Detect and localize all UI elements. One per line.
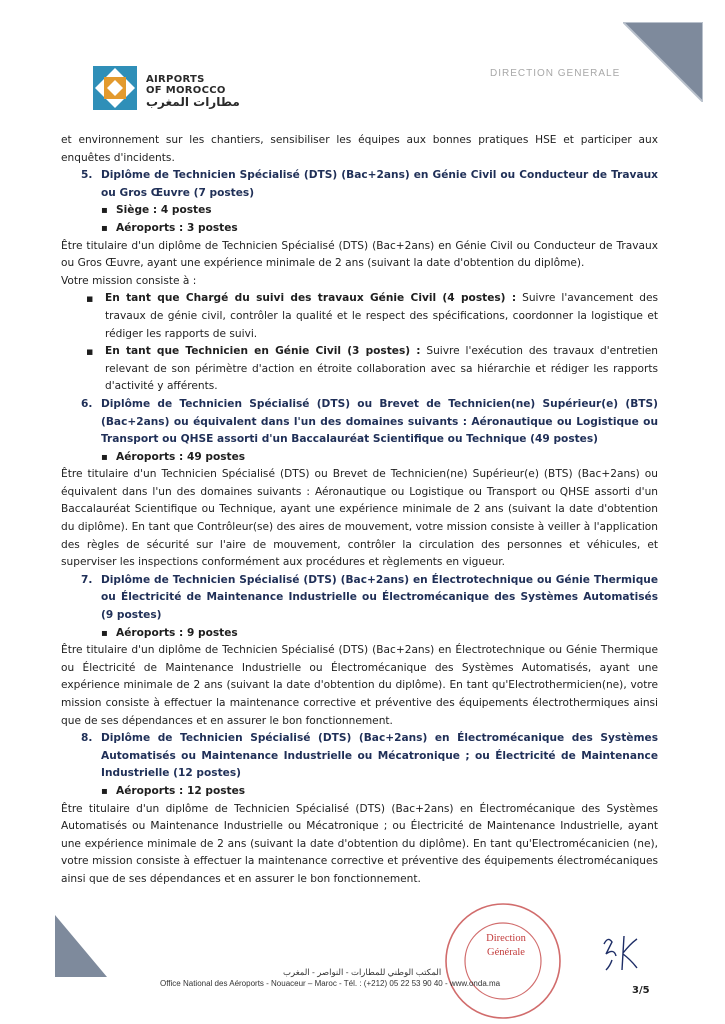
- stamp-label: [476, 932, 536, 960]
- department-label: DIRECTION GENERALE: [490, 68, 621, 79]
- intro-paragraph: et environnement sur les chantiers, sensibiliser les équipes aux bonnes pratiques HSE et participer aux enquêtes d'incidents.: [61, 134, 658, 164]
- section-number: 8.: [81, 732, 93, 745]
- page-footer: [160, 967, 620, 988]
- stamp-line-1: Direction: [486, 933, 526, 944]
- mission-bullet: [61, 343, 658, 396]
- section-heading-8: [61, 730, 658, 783]
- airports-of-morocco-logo: [93, 66, 137, 110]
- section-paragraph: Être titulaire d'un diplôme de Technicien Spécialisé (DTS) (Bac+2ans) en Génie Civil ou Conducteur de Travaux ou Gros Œuvre, ayant une expérience minimale de 2 ans (suivant la date d'obtention du diplôme).: [61, 239, 658, 270]
- section-title: Diplôme de Technicien Spécialisé (DTS) (Bac+2ans) en Électrotechnique ou Génie Thermique ou Électricité de Maintenance Industrielle ou Électromécanique des Systèmes Automatisés (9 postes): [101, 573, 658, 622]
- section-paragraph: Être titulaire d'un diplôme de Technicien Spécialisé (DTS) (Bac+2ans) en Électromécanique des Systèmes Automatisés ou Maintenance Industrielle ou Mécatronique ; ou Électricité de Maintenance Industrielle, ayant une expérience minimale de 2 ans (suivant la date d'obtention du diplôme). En tant qu'Electromécanicien (ne), votre mission consiste à effectuer la maintenance corrective et préventive des équipements électromécaniques ainsi que de ses dépendances et en assurer le bon fonctionnement.: [61, 802, 658, 885]
- stamp-line-2: Générale: [487, 947, 525, 958]
- section-heading-7: [61, 572, 658, 625]
- section-heading-6: [61, 396, 658, 449]
- posts-bullet: ▪ Aéroports : 12 postes: [61, 783, 658, 801]
- section-number: 5.: [81, 169, 93, 182]
- posts-bullet: ▪ Siège : 4 postes: [61, 202, 658, 220]
- official-stamp: [442, 900, 564, 1022]
- document-body: [61, 132, 658, 889]
- corner-triangle-decoration: [623, 22, 703, 102]
- logo-line-2: OF MOROCCO: [146, 85, 226, 96]
- section-title: Diplôme de Technicien Spécialisé (DTS) ou Brevet de Technicien(ne) Supérieur(e) (BTS) (Bac+2ans) ou équivalent dans l'un des domaines suivants : Aéronautique ou Logistique ou Transport ou QHSE assorti d'un Baccalauréat Scientifique ou Technique (49 postes): [101, 397, 658, 446]
- posts-bullet: ▪ Aéroports : 9 postes: [61, 625, 658, 643]
- footer-arabic: المكتب الوطني للمطارات - النواصر - المغرب: [283, 967, 442, 977]
- section-number: 7.: [81, 573, 93, 586]
- mission-role: En tant que Technicien en Génie Civil (3 postes) :: [105, 345, 421, 358]
- section-title: Diplôme de Technicien Spécialisé (DTS) (Bac+2ans) en Génie Civil ou Conducteur de Travaux ou Gros Œuvre (7 postes): [101, 169, 658, 199]
- section-paragraph: Être titulaire d'un diplôme de Technicien Spécialisé (DTS) (Bac+2ans) en Électrotechnique ou Génie Thermique ou Électricité de Maintenance Industrielle ou Électromécanique des Systèmes Automatisés, ayant une expérience minimale de 2 ans (suivant la date d'obtention du diplôme). En tant qu'Electrothermicien(ne), votre mission consiste à effectuer la maintenance corrective et préventive des équipements électrothermiques ainsi que de ses dépendances et en assurer le bon fonctionnement.: [61, 644, 658, 727]
- mission-intro: Votre mission consiste à :: [61, 274, 197, 287]
- logo-wordmark: [146, 74, 240, 108]
- logo-line-1: AIRPORTS: [146, 74, 205, 85]
- posts-bullet: ▪ Aéroports : 49 postes: [61, 449, 658, 467]
- logo-arabic: مطارات المغرب: [146, 95, 240, 109]
- page-number: 3/5: [632, 985, 650, 996]
- corner-triangle-decoration: [55, 915, 107, 977]
- section-number: 6.: [81, 397, 93, 410]
- footer-address: Office National des Aéroports - Nouaceur – Maroc - Tél. : (+212) 05 22 53 90 40 - www.onda.ma: [160, 979, 501, 988]
- section-title: Diplôme de Technicien Spécialisé (DTS) (Bac+2ans) en Électromécanique des Systèmes Automatisés ou Maintenance Industrielle ou Mécatronique ; ou Électricité de Maintenance Industrielle (12 postes): [101, 732, 658, 780]
- section-heading-5: [61, 167, 658, 202]
- mission-bullet: [61, 290, 658, 343]
- section-paragraph: Être titulaire d'un Technicien Spécialisé (DTS) ou Brevet de Technicien(ne) Supérieur(e) (BTS) (Bac+2ans) ou équivalent dans l'un des domaines suivants : Aéronautique ou Logistique ou Transport ou QHSE assorti d'un Baccalauréat Scientifique ou Technique, ayant une expérience minimale de 2 ans (suivant la date d'obtention du diplôme). En tant que Contrôleur(se) des aires de mouvement, votre mission consiste à veiller à l'application des règles de sécurité sur l'aire de mouvement, contrôler la circulation des personnes et véhicules, et superviser les inspections conformément aux procédures et règlements en vigueur.: [61, 468, 658, 569]
- posts-bullet: ▪ Aéroports : 3 postes: [61, 220, 658, 238]
- mission-role: En tant que Chargé du suivi des travaux Génie Civil (4 postes) :: [105, 292, 517, 305]
- mission-text: Suivre l'exécution des travaux d'entretien relevant de son périmètre d'action en étroite collaboration avec sa hiérarchie et rédiger les rapports d'activité y afférents.: [105, 345, 658, 393]
- mission-text: Suivre l'avancement des travaux de génie civil, contrôler la qualité et le respect des spécifications, coordonner la logistique et rédiger les rapports de suivi.: [105, 292, 659, 340]
